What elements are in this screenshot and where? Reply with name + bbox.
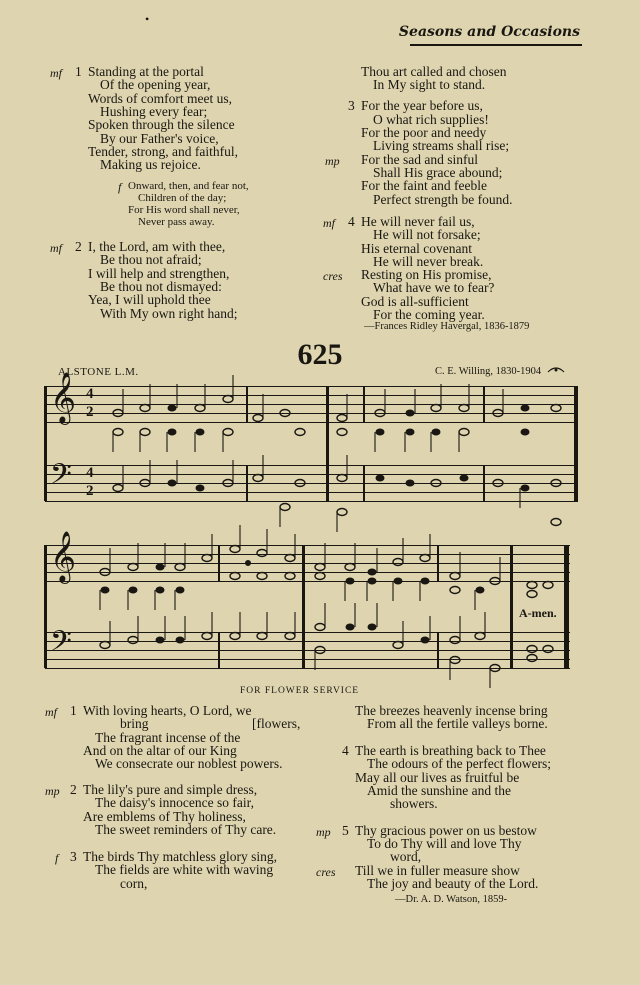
stanza-line: I will help and strengthen, bbox=[88, 266, 230, 281]
stanza-line: Thy gracious power on us bestow bbox=[355, 823, 537, 838]
stanza-line: Spoken through the silence bbox=[88, 117, 235, 132]
stanza-line: Thou art called and chosen bbox=[361, 64, 507, 79]
time-signature: 4 2 bbox=[86, 386, 94, 420]
stanza-line: For the year before us, bbox=[361, 98, 483, 113]
stanza-line: The fragrant incense of the bbox=[95, 730, 241, 745]
time-signature: 4 2 bbox=[86, 465, 94, 499]
stanza-line: Till we in fuller measure show bbox=[355, 863, 520, 878]
stanza-line: Making us rejoice. bbox=[100, 157, 201, 172]
stanza-line: Standing at the portal bbox=[88, 64, 204, 79]
stanza-line: The breezes heavenly incense bring bbox=[355, 703, 548, 718]
page-mark: • bbox=[145, 12, 150, 26]
dynamic-mark: f bbox=[55, 851, 59, 865]
bass-clef-icon: 𝄢 bbox=[50, 460, 72, 497]
section-header: Seasons and Occasions bbox=[398, 24, 580, 40]
stanza-line: Of the opening year, bbox=[100, 77, 211, 92]
refrain-line: Never pass away. bbox=[138, 216, 215, 228]
stanza-number: 5 bbox=[342, 823, 349, 838]
dynamic-mark: mf bbox=[50, 66, 62, 80]
stanza-number: 3 bbox=[348, 98, 355, 113]
stanza-line: Amid the sunshine and the bbox=[367, 783, 511, 798]
dynamic-mark: f bbox=[118, 180, 122, 194]
stanza-line: The lily's pure and simple dress, bbox=[83, 782, 258, 797]
stanza-line: With My own right hand; bbox=[100, 306, 238, 321]
stanza-line: He will not forsake; bbox=[373, 227, 481, 242]
bass-clef-icon: 𝄢 bbox=[50, 627, 72, 664]
stanza-line: O what rich supplies! bbox=[373, 112, 489, 127]
stanza-line: And on the altar of our King bbox=[83, 743, 237, 758]
stanza-line: For the coming year. bbox=[373, 307, 485, 322]
author-credit: —Frances Ridley Havergal, 1836-1879 bbox=[364, 321, 530, 332]
stanza-line: Shall His grace abound; bbox=[373, 165, 503, 180]
stanza-line: The daisy's innocence so fair, bbox=[95, 795, 254, 810]
stanza-line: His eternal covenant bbox=[361, 241, 472, 256]
amen-text: A-men. bbox=[519, 606, 557, 620]
stanza-line: We consecrate our noblest powers. bbox=[95, 756, 283, 771]
stanza-line: For the faint and feeble bbox=[361, 178, 487, 193]
treble-clef-icon: 𝄞 bbox=[50, 532, 77, 581]
stanza-number: 4 bbox=[342, 743, 349, 758]
composer-credit: C. E. Willing, 1830-1904 bbox=[435, 366, 542, 377]
stanza-line: Living streams shall rise; bbox=[373, 138, 510, 153]
stanza-line: To do Thy will and love Thy bbox=[367, 836, 522, 851]
stanza-line: The birds Thy matchless glory sing, bbox=[83, 849, 277, 864]
dynamic-mark: mf bbox=[323, 216, 335, 230]
dynamic-mark: mf bbox=[45, 705, 57, 719]
stanza-number: 4 bbox=[348, 214, 355, 229]
stanza-line: bring bbox=[120, 716, 149, 731]
stanza-line: From all the fertile valleys borne. bbox=[367, 716, 548, 731]
stanza-line: [flowers, bbox=[252, 716, 301, 731]
refrain-line: For His word shall never, bbox=[128, 204, 240, 216]
dynamic-mark: mf bbox=[50, 241, 62, 255]
stanza-line: word, bbox=[390, 849, 422, 864]
dynamic-mark: mp bbox=[325, 154, 340, 168]
stanza-line: The earth is breathing back to Thee bbox=[355, 743, 546, 758]
stanza-line: showers. bbox=[390, 796, 438, 811]
stanza-line: He will never fail us, bbox=[361, 214, 475, 229]
stanza-line: May all our lives as fruitful be bbox=[355, 770, 520, 785]
section-subtitle: FOR FLOWER SERVICE bbox=[240, 686, 360, 696]
stanza-line: The joy and beauty of the Lord. bbox=[367, 876, 539, 891]
stanza-line: For the poor and needy bbox=[361, 125, 487, 140]
stanza-line: The sweet reminders of Thy care. bbox=[95, 822, 277, 837]
refrain-line: Children of the day; bbox=[138, 192, 227, 204]
stanza-line: Resting on His promise, bbox=[361, 267, 492, 282]
stanza-line: He will never break. bbox=[373, 254, 484, 269]
stanza-line: The fields are white with waving bbox=[95, 862, 274, 877]
stanza-line: Be thou not afraid; bbox=[100, 252, 202, 267]
stanza-line: The odours of the perfect flowers; bbox=[367, 756, 552, 771]
stanza-line: Yea, I will uphold thee bbox=[88, 292, 211, 307]
stanza-number: 2 bbox=[75, 239, 82, 254]
stanza-line: Be thou not dismayed: bbox=[100, 279, 222, 294]
stanza-line: In My sight to stand. bbox=[373, 77, 486, 92]
stanza-number: 2 bbox=[70, 782, 77, 797]
stanza-number: 1 bbox=[70, 703, 77, 718]
stanza-line: I, the Lord, am with thee, bbox=[88, 239, 226, 254]
stanza-line: corn, bbox=[120, 876, 148, 891]
dynamic-mark: mp bbox=[316, 825, 331, 839]
stanza-line: God is all-sufficient bbox=[361, 294, 469, 309]
stanza-line: Words of comfort meet us, bbox=[88, 91, 233, 106]
stanza-line: Perfect strength be found. bbox=[373, 192, 513, 207]
stanza-line: Are emblems of Thy holiness, bbox=[83, 809, 246, 824]
stanza-line: With loving hearts, O Lord, we bbox=[83, 703, 252, 718]
hymn-number: 625 bbox=[297, 338, 343, 371]
dynamic-mark: cres bbox=[323, 269, 343, 283]
stanza-line: Hushing every fear; bbox=[100, 104, 208, 119]
stanza-line: For the sad and sinful bbox=[361, 152, 478, 167]
dynamic-mark: mp bbox=[45, 784, 60, 798]
refrain-line: Onward, then, and fear not, bbox=[128, 180, 249, 192]
stanza-line: Tender, strong, and faithful, bbox=[88, 144, 238, 159]
stanza-line: What have we to fear? bbox=[373, 280, 495, 295]
dynamic-mark: cres bbox=[316, 865, 336, 879]
stanza-number: 3 bbox=[70, 849, 77, 864]
stanza-line: By our Father's voice, bbox=[100, 131, 219, 146]
tune-name: ALSTONE L.M. bbox=[58, 366, 139, 378]
treble-clef-icon: 𝄞 bbox=[50, 373, 77, 422]
author-credit: —Dr. A. D. Watson, 1859- bbox=[395, 894, 508, 905]
stanza-number: 1 bbox=[75, 64, 82, 79]
